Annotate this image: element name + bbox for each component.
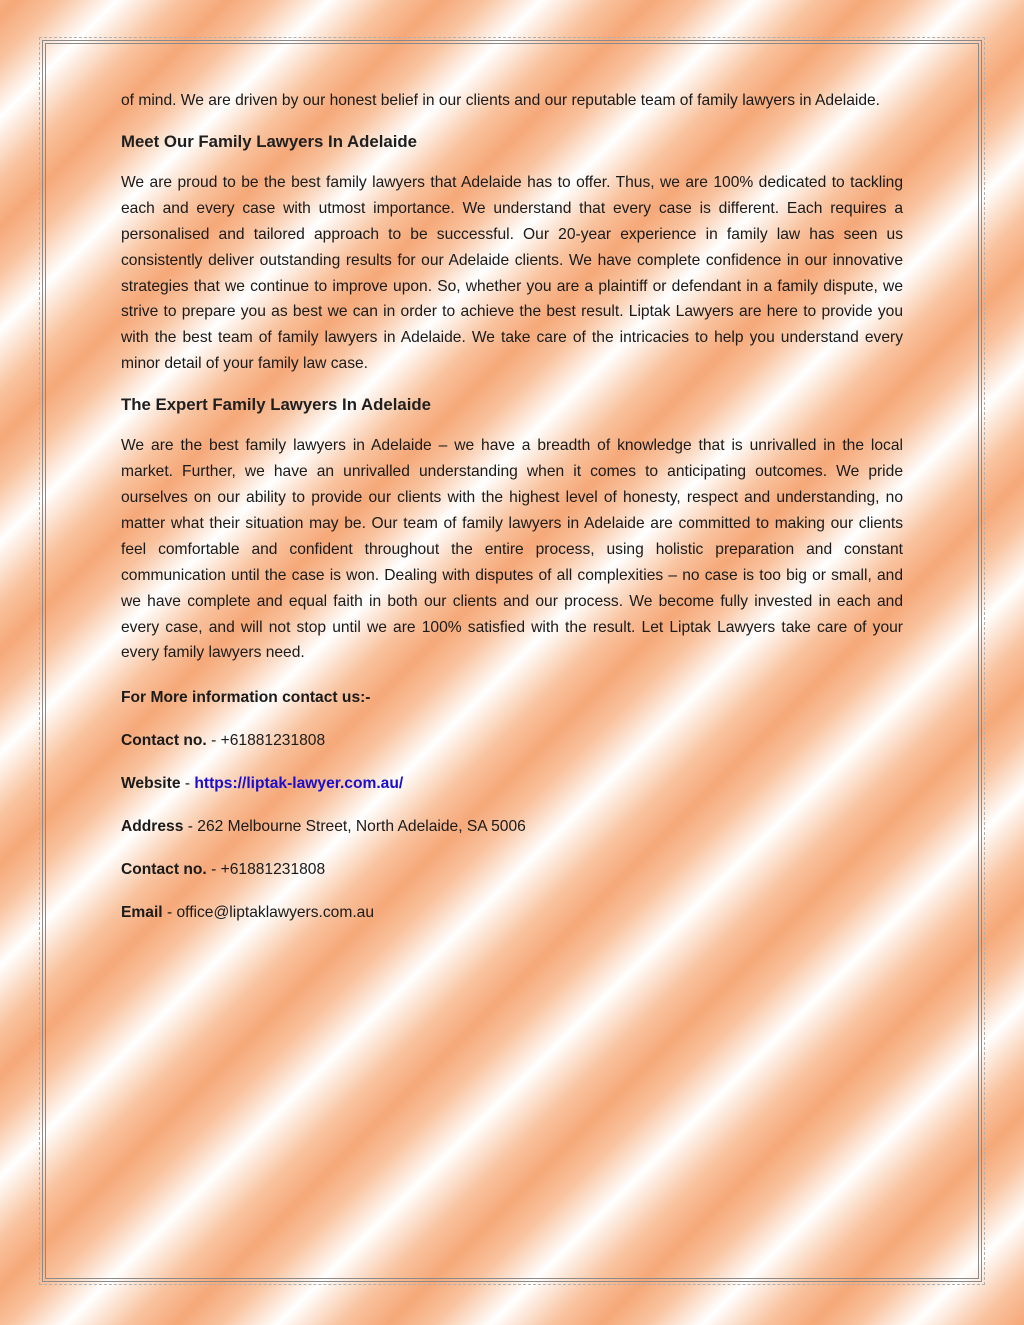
address-label: Address [121, 818, 184, 836]
contact-website-line [121, 773, 903, 795]
separator: - [206, 732, 221, 750]
phone2-label: Contact no. [121, 861, 207, 879]
website-label: Website [121, 775, 181, 793]
contact-heading [121, 687, 903, 709]
phone-value: +61881231808 [220, 732, 326, 750]
section-body-meet: We are proud to be the best family lawyers that Adelaide has to offer. Thus, we are 100% dedicated to tackling each and every case with utmost importance. We understand that every case is different. Each requires a personalised and tailored approach to be successful. Our 20-year experience in family law has seen us consistently deliver outstanding results for our Adelaide clients. We have complete confidence in our innovative strategies that we continue to improve upon. So, whether you are a plaintiff or defendant in a family dispute, we strive to prepare you as best we can in order to achieve the best result. Liptak Lawyers are here to provide you with the best team of family lawyers in Adelaide. We take care of the intricacies to help you understand every minor detail of your family law case. [121, 173, 903, 373]
contact-phone2-line [121, 859, 903, 881]
section-body-expert: We are the best family lawyers in Adelaide – we have a breadth of knowledge that is unrivalled in the local market. Further, we have an unrivalled understanding when it comes to anticipating outcomes. We pride ourselves on our ability to provide our clients with the highest level of honesty, respect and understanding, no matter what their situation may be. Our team of family lawyers in Adelaide are committed to making our clients feel comfortable and confident throughout the entire process, using holistic preparation and constant communication until the case is won. Dealing with disputes of all complexities – no case is too big or small, and we have complete and equal faith in both our clients and our process. We become fully invested in each and every case, and will not stop until we are 100% satisfied with the result. Let Liptak Lawyers take care of your every family lawyers need. [121, 437, 903, 662]
section-heading-expert: The Expert Family Lawyers In Adelaide [121, 395, 431, 415]
separator: - [183, 818, 198, 836]
contact-address-line [121, 816, 903, 838]
address-value: 262 Melbourne Street, North Adelaide, SA 5006 [197, 818, 526, 836]
intro-paragraph: of mind. We are driven by our honest belief in our clients and our reputable team of family lawyers in Adelaide. [121, 92, 881, 109]
separator: - [162, 904, 177, 922]
phone2-value: +61881231808 [220, 861, 326, 879]
contact-heading-text: For More information contact us:- [121, 689, 371, 707]
separator: - [180, 775, 195, 793]
contact-phone-line [121, 730, 903, 752]
email-label: Email [121, 904, 163, 922]
website-link[interactable]: https://liptak-lawyer.com.au/ [194, 775, 404, 793]
phone-label: Contact no. [121, 732, 207, 750]
document-content [121, 88, 903, 924]
section-heading-meet: Meet Our Family Lawyers In Adelaide [121, 131, 417, 151]
separator: - [206, 861, 221, 879]
contact-email-line [121, 902, 903, 924]
email-value[interactable]: office@liptaklawyers.com.au [176, 904, 375, 922]
